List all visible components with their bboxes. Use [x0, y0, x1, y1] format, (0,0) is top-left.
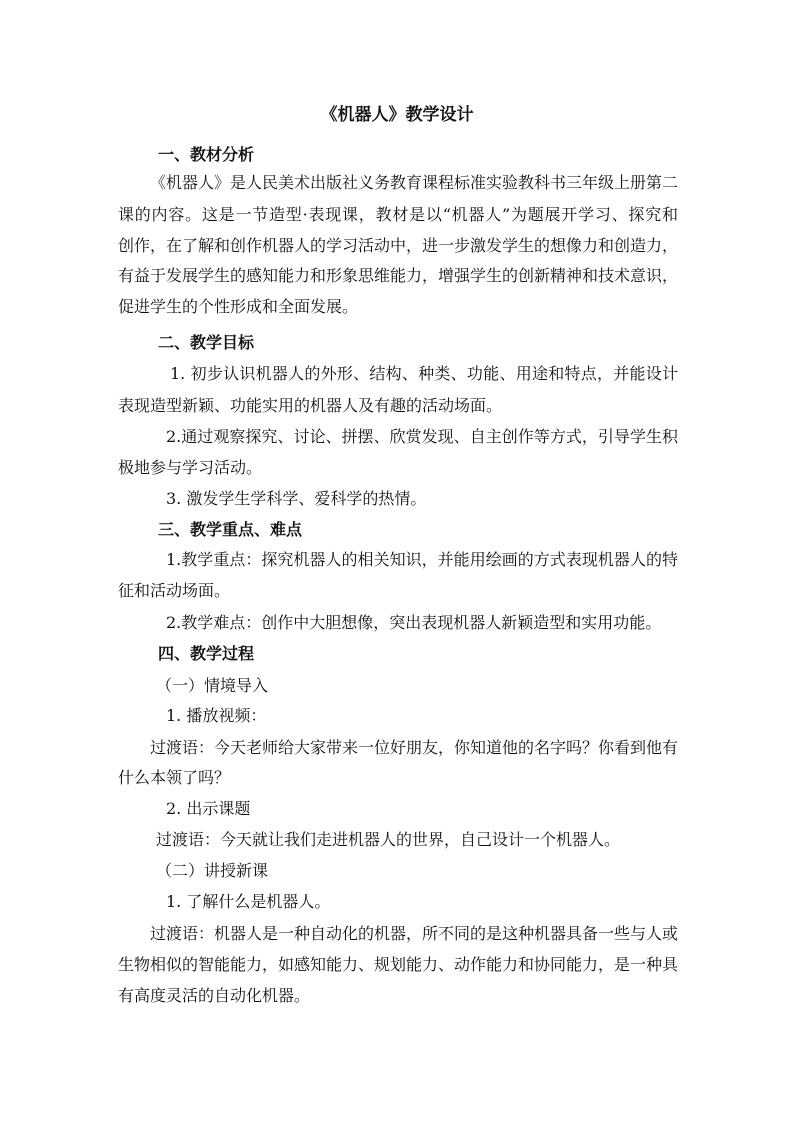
paragraph-line: 有益于发展学生的感知能力和形象思维能力，增强学生的创新精神和技术意识，: [118, 266, 679, 285]
paragraph-line: 极地参与学习活动。: [118, 458, 263, 477]
paragraph-line: 过渡语：今天老师给大家带来一位好朋友，你知道他的名字吗？你看到他有: [150, 738, 679, 757]
paragraph-line: 《机器人》是人民美术出版社义务教育课程标准实验教科书三年级上册第二: [150, 173, 679, 192]
subsection-heading: （一）情境导入: [156, 676, 269, 695]
paragraph-line: 有高度灵活的自动化机器。: [118, 986, 311, 1005]
document-title: 《机器人》教学设计: [320, 105, 474, 125]
paragraph-line: 2.通过观察探究、讨论、拼摆、欣赏发现、自主创作等方式，引导学生积: [166, 427, 678, 446]
section-heading-4: 四、教学过程: [158, 644, 255, 663]
paragraph-line: 2.教学难点：创作中大胆想像，突出表现机器人新颖造型和实用功能。: [166, 613, 662, 632]
paragraph-line: 1. 播放视频：: [166, 706, 267, 725]
paragraph-line: 征和活动场面。: [118, 581, 231, 600]
paragraph-line: 什么本领了吗？: [118, 768, 231, 787]
paragraph-line: 促进学生的个性形成和全面发展。: [118, 297, 359, 316]
subsection-heading: （二）讲授新课: [156, 861, 269, 880]
paragraph-line: 1. 了解什么是机器人。: [166, 892, 331, 911]
paragraph-line: 3. 激发学生学科学、爱科学的热情。: [166, 489, 427, 508]
paragraph-line: 生物相似的智能能力，如感知能力、规划能力、动作能力和协同能力，是一种具: [118, 955, 679, 974]
paragraph-line: 2. 出示课题: [166, 799, 251, 818]
paragraph-line: 创作，在了解和创作机器人的学习活动中，进一步激发学生的想像力和创造力，: [118, 236, 679, 255]
section-heading-2: 二、教学目标: [158, 333, 255, 352]
paragraph-line: 过渡语：今天就让我们走进机器人的世界，自己设计一个机器人。: [156, 830, 621, 849]
section-heading-3: 三、教学重点、难点: [158, 520, 303, 539]
paragraph-line: 表现造型新颖、功能实用的机器人及有趣的活动场面。: [118, 396, 503, 415]
paragraph-line: 1.教学重点：探究机器人的相关知识，并能用绘画的方式表现机器人的特: [166, 550, 678, 569]
paragraph-line: 1. 初步认识机器人的外形、结构、种类、功能、用途和特点，并能设计: [170, 364, 678, 383]
paragraph-line: 过渡语：机器人是一种自动化的机器，所不同的是这种机器具备一些与人或: [150, 924, 679, 943]
paragraph-line: 课的内容。这是一节造型·表现课，教材是以“机器人”为题展开学习、探究和: [118, 205, 678, 224]
section-heading-1: 一、教材分析: [158, 145, 255, 164]
